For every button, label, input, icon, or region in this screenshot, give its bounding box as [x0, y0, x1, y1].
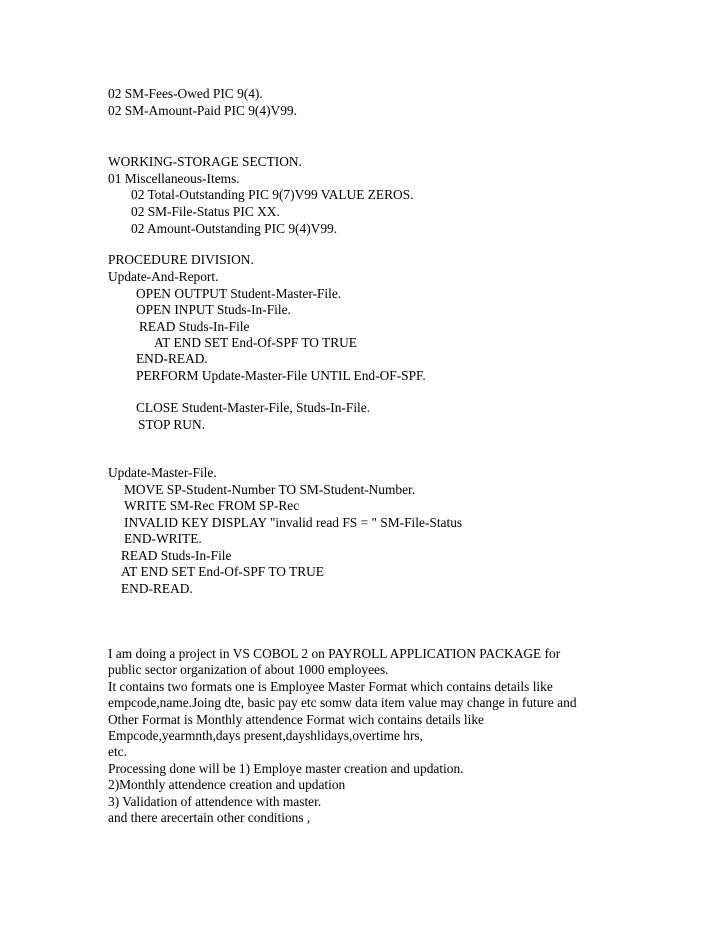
code-line-open-output: OPEN OUTPUT Student-Master-File.: [136, 286, 342, 301]
code-line-amount-paid: 02 SM-Amount-Paid PIC 9(4)V99.: [108, 103, 297, 118]
code-line-end-read: END-READ.: [136, 351, 208, 366]
prose-line-1: I am doing a project in VS COBOL 2 on PAYROLL APPLICATION PACKAGE for: [108, 646, 561, 661]
code-line-misc-items: 01 Miscellaneous-Items.: [108, 171, 240, 186]
prose-line-8: Processing done will be 1) Employe master creation and updation.: [108, 761, 464, 776]
code-line-move: MOVE SP-Student-Number TO SM-Student-Number.: [124, 482, 416, 497]
prose-line-7: etc.: [108, 744, 127, 759]
code-line-total-outstanding: 02 Total-Outstanding PIC 9(7)V99 VALUE ZEROS.: [131, 187, 414, 202]
prose-line-10: 3) Validation of attendence with master.: [108, 794, 322, 809]
code-line-file-status: 02 SM-File-Status PIC XX.: [131, 204, 280, 219]
code-line-read-2: READ Studs-In-File: [121, 548, 232, 563]
code-line-write: WRITE SM-Rec FROM SP-Rec: [124, 498, 300, 513]
code-line-perform: PERFORM Update-Master-File UNTIL End-OF-SPF.: [136, 368, 426, 383]
code-line-update-master-file: Update-Master-File.: [108, 465, 217, 480]
code-line-update-and-report: Update-And-Report.: [108, 269, 219, 284]
prose-line-3: It contains two formats one is Employee Master Format which contains details like: [108, 679, 553, 694]
code-line-at-end-2: AT END SET End-Of-SPF TO TRUE: [121, 564, 324, 579]
prose-line-4: empcode,name.Joing dte, basic pay etc somw data item value may change in future and: [108, 695, 577, 710]
code-line-fees-owed: 02 SM-Fees-Owed PIC 9(4).: [108, 86, 263, 101]
code-line-end-write: END-WRITE.: [124, 531, 202, 546]
code-line-open-input: OPEN INPUT Studs-In-File.: [136, 302, 291, 317]
prose-line-5: Other Format is Monthly attendence Format wich contains details like: [108, 712, 484, 727]
prose-line-9: 2)Monthly attendence creation and updation: [108, 777, 346, 792]
code-line-read: READ Studs-In-File: [139, 319, 250, 334]
prose-line-6: Empcode,yearmnth,days present,dayshlidays,overtime hrs,: [108, 728, 423, 743]
code-line-procedure-division: PROCEDURE DIVISION.: [108, 252, 254, 267]
code-line-close: CLOSE Student-Master-File, Studs-In-File.: [136, 400, 371, 415]
prose-line-11: and there arecertain other conditions ,: [108, 810, 311, 825]
code-line-stop-run: STOP RUN.: [138, 417, 205, 432]
code-line-amount-outstanding: 02 Amount-Outstanding PIC 9(4)V99.: [131, 221, 338, 236]
code-line-working-storage: WORKING-STORAGE SECTION.: [108, 154, 302, 169]
code-line-end-read-2: END-READ.: [121, 581, 193, 596]
prose-line-2: public sector organization of about 1000 employees.: [108, 662, 389, 677]
code-line-at-end: AT END SET End-Of-SPF TO TRUE: [154, 335, 357, 350]
code-line-invalid-key: INVALID KEY DISPLAY "invalid read FS = " SM-File-Status: [124, 515, 463, 530]
